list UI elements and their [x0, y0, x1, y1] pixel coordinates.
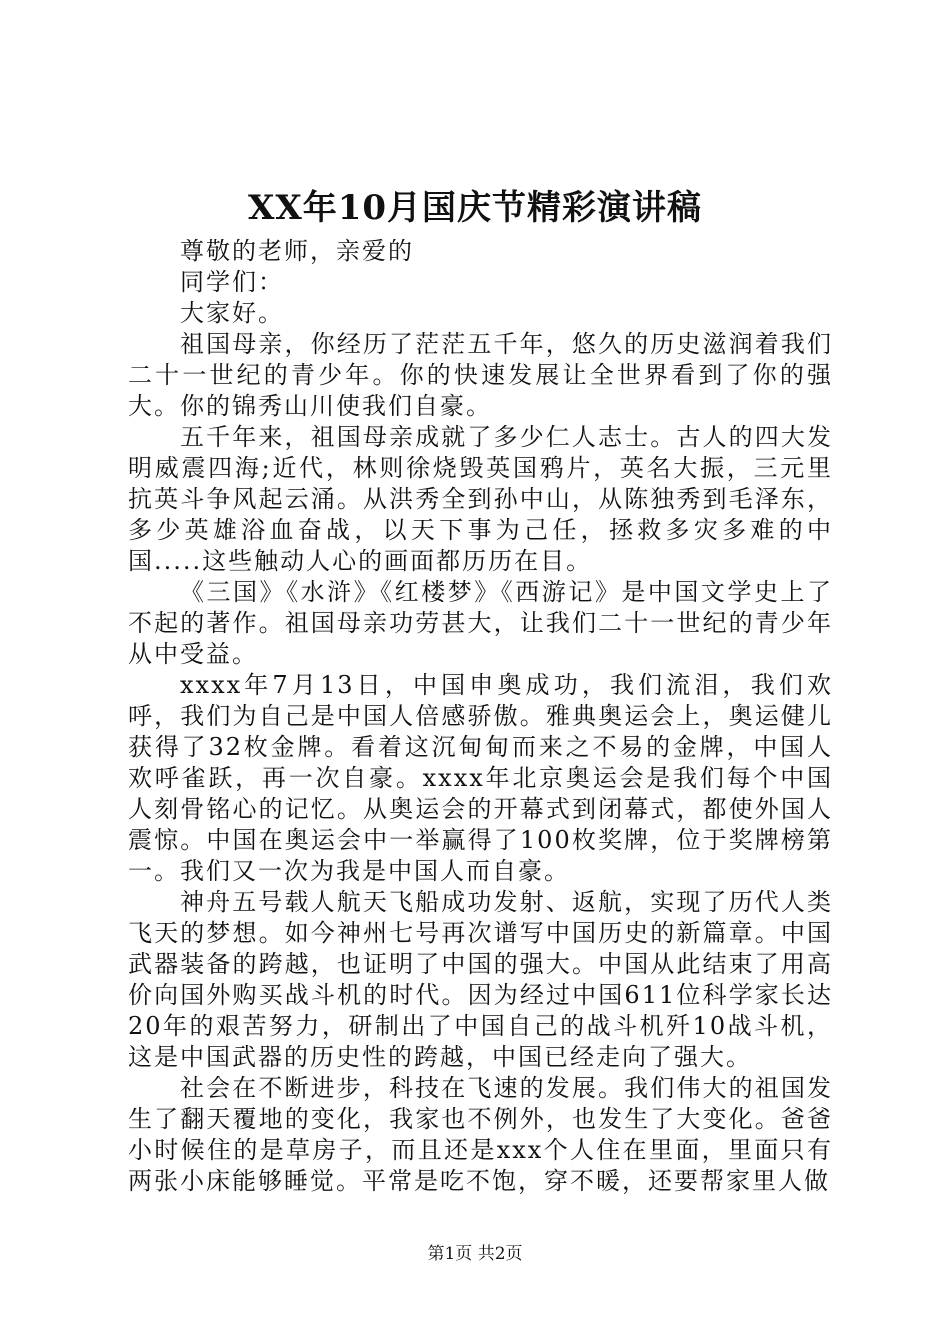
- paragraph-olympics: xxxx年7月13日，中国申奥成功，我们流泪，我们欢呼，我们为自己是中国人倍感骄傲。雅典奥运会上，奥运健儿获得了32枚金牌。看着这沉甸甸而来之不易的金牌，中国人欢呼雀跃，再一次自豪。xxxx年北京奥运会是我们每个中国人刻骨铭心的记忆。从奥运会的开幕式到闭幕式，都使外国人震惊。中国在奥运会中一举赢得了100枚奖牌，位于奖牌榜第一。我们又一次为我是中国人而自豪。: [128, 671, 833, 885]
- paragraph-society: 社会在不断进步，科技在飞速的发展。我们伟大的祖国发生了翻天覆地的变化，我家也不例外，也发生了大变化。爸爸小时候住的是草房子，而且还是xxx个人住在里面，里面只有两张小床能够睡觉。平常是吃不饱，穿不暖，还要帮家里人做: [128, 1074, 833, 1195]
- greeting-line: 大家好。: [180, 299, 284, 327]
- document-title: XX年10月国庆节精彩演讲稿: [247, 188, 703, 228]
- salutation-line-1: 尊敬的老师，亲爱的: [180, 237, 414, 265]
- paragraph-literature: 《三国》《水浒》《红楼梦》《西游记》是中国文学史上了不起的著作。祖国母亲功劳甚大，让我们二十一世纪的青少年从中受益。: [128, 578, 833, 668]
- document-body: [128, 236, 833, 1197]
- paragraph-history: 五千年来，祖国母亲成就了多少仁人志士。古人的四大发明威震四海;近代，林则徐烧毁英国鸦片，英名大振，三元里抗英斗争风起云涌。从洪秀全到孙中山，从陈独秀到毛泽东，多少英雄浴血奋战，以天下事为己任，拯救多灾多难的中国.....这些触动人心的画面都历历在目。: [128, 423, 833, 575]
- page-footer: 第1页 共2页: [427, 1244, 523, 1264]
- salutation-line-2: 同学们：: [180, 268, 284, 296]
- paragraph-motherland: 祖国母亲，你经历了茫茫五千年，悠久的历史滋润着我们二十一世纪的青少年。你的快速发展让全世界看到了你的强大。你的锦秀山川使我们自豪。: [128, 330, 833, 420]
- paragraph-space: 神舟五号载人航天飞船成功发射、返航，实现了历代人类飞天的梦想。如今神州七号再次谱写中国历史的新篇章。中国武器装备的跨越，也证明了中国的强大。中国从此结束了用高价向国外购买战斗机的时代。因为经过中国611位科学家长达20年的艰苦努力，研制出了中国自己的战斗机歼10战斗机，这是中国武器的历史性的跨越，中国已经走向了强大。: [128, 888, 833, 1071]
